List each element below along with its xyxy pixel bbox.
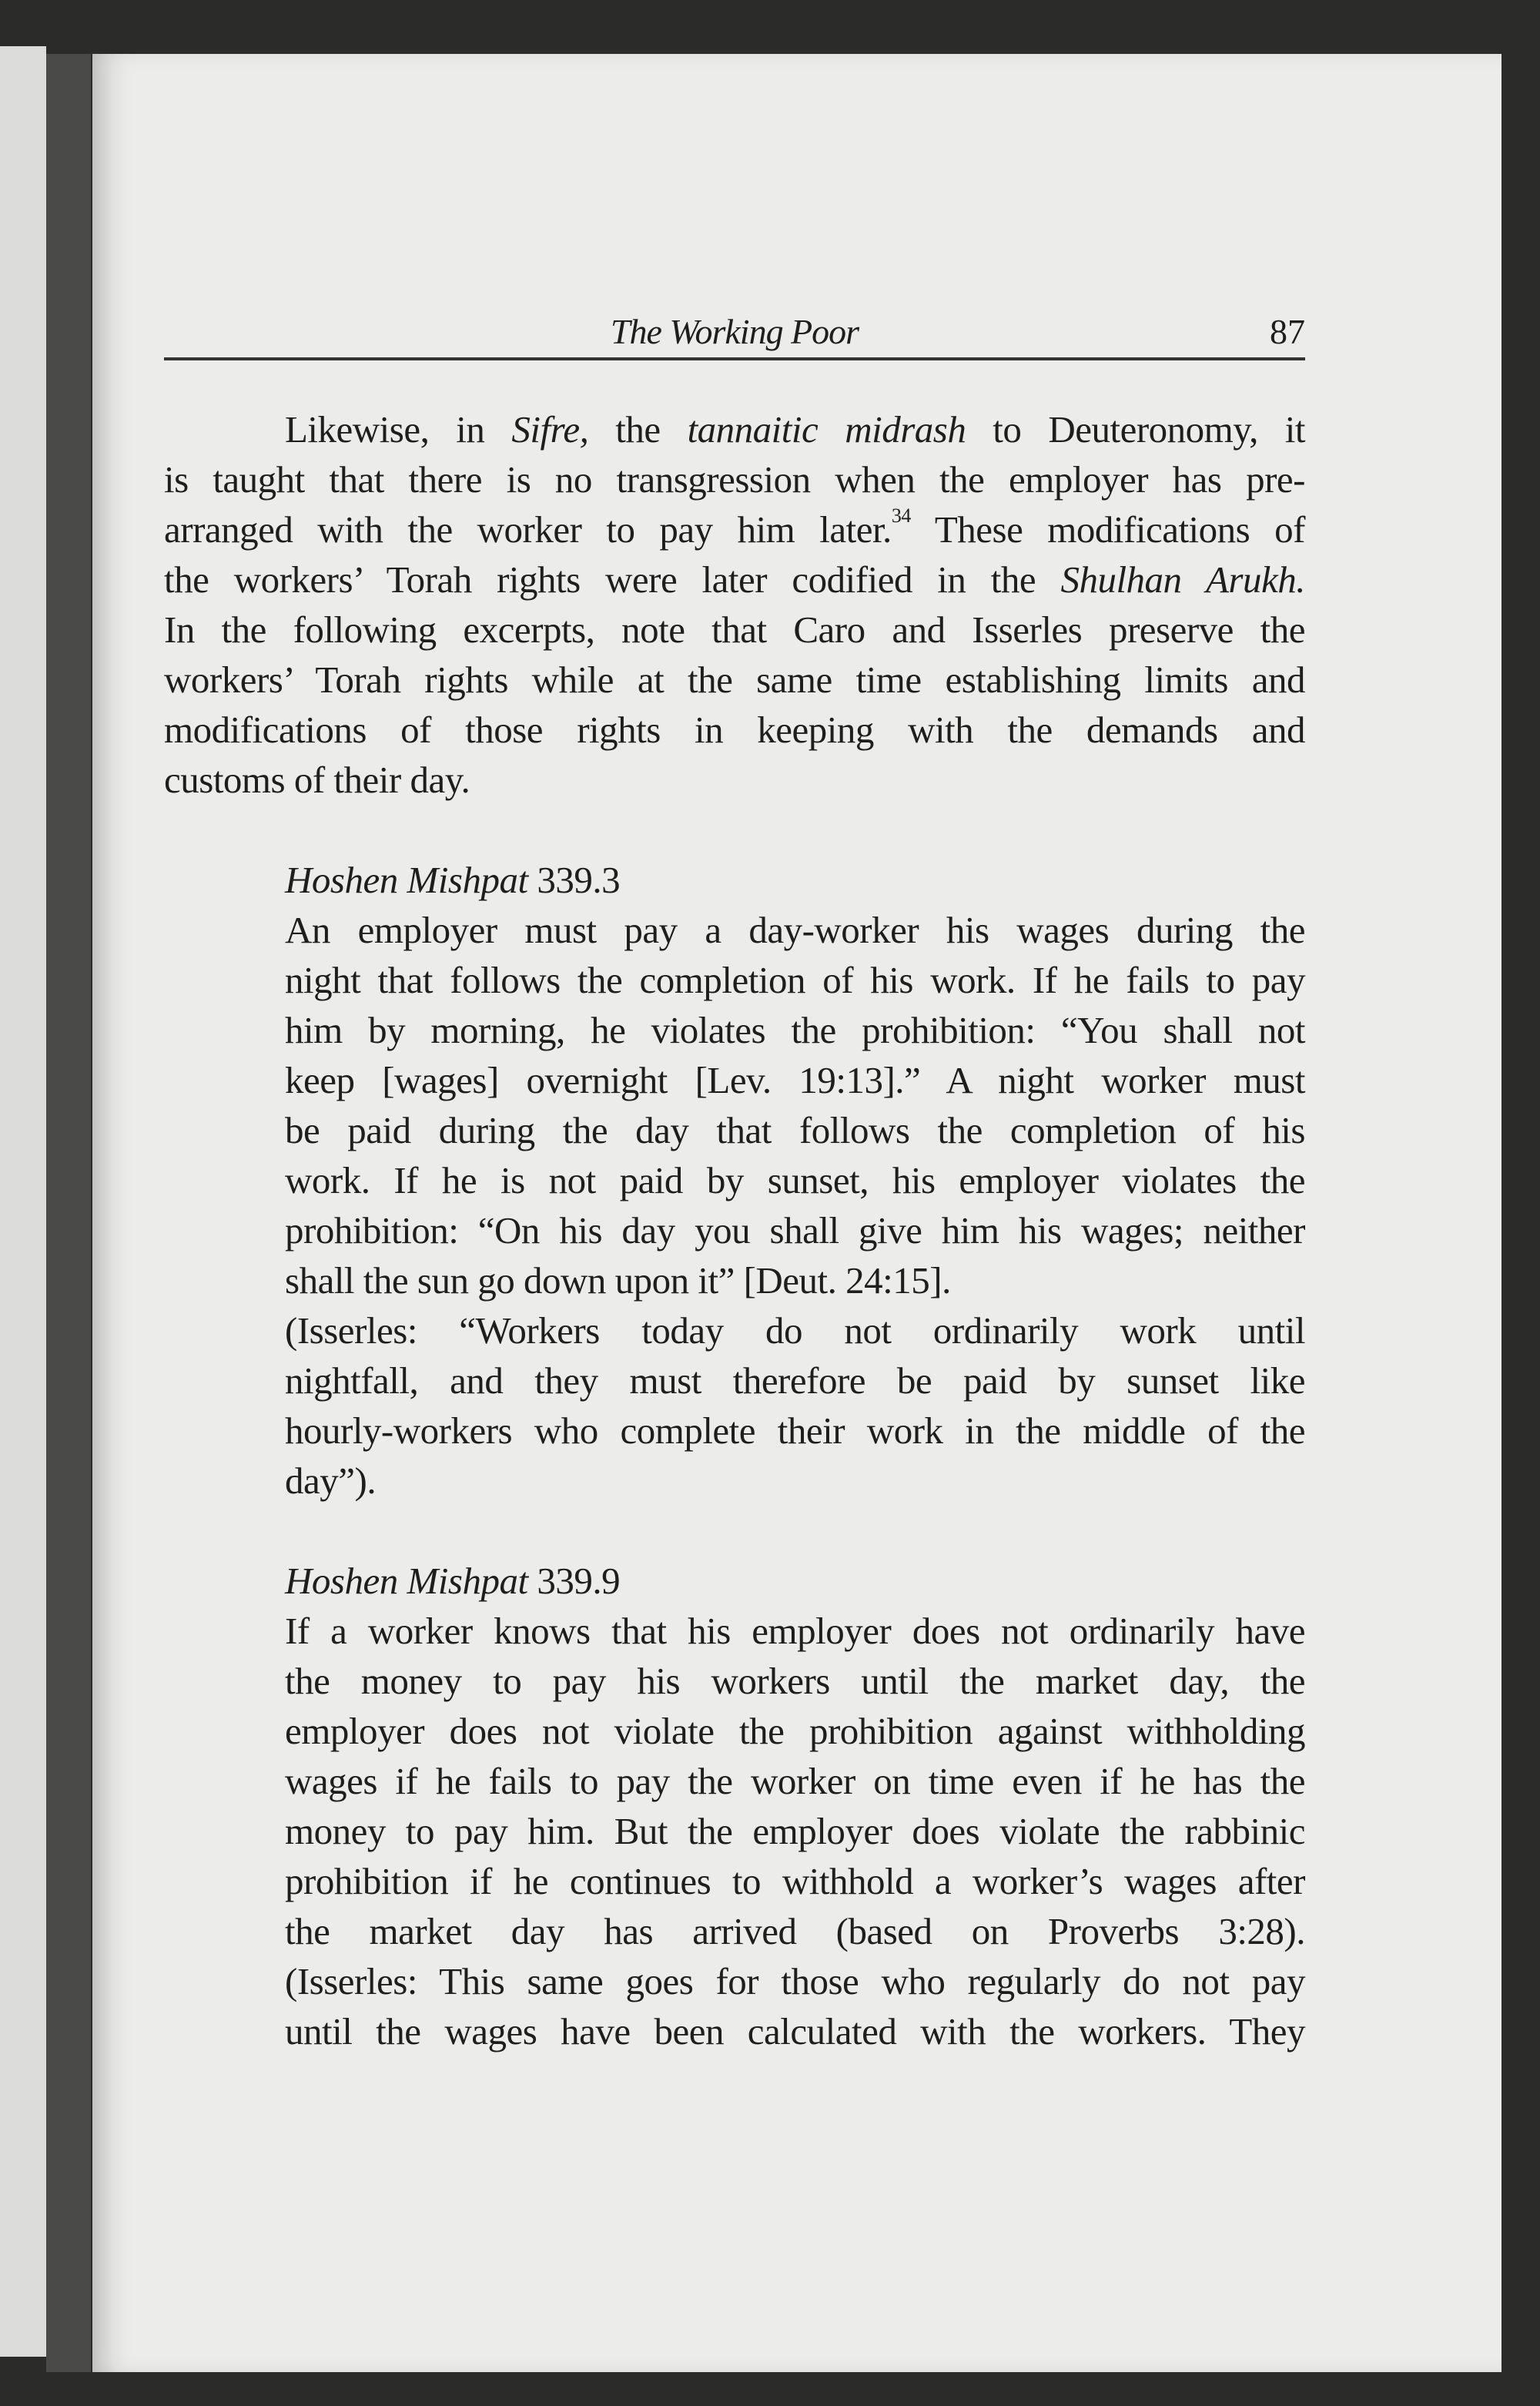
excerpt-line — [285, 1255, 1305, 1305]
excerpt-line — [285, 905, 1305, 955]
excerpt-line — [285, 955, 1305, 1005]
text-span: Hoshen Mishpat — [285, 859, 528, 901]
text-span: prohibition: “On his day you shall give him his wages; neither — [285, 1209, 1305, 1252]
text-span: to Deuteronomy, it — [966, 408, 1305, 451]
excerpt-line — [285, 1305, 1305, 1355]
previous-page-edge — [0, 46, 46, 2357]
paragraph-line — [164, 555, 1305, 605]
text-span: until the wages have been calculated with the workers. They — [285, 2010, 1305, 2052]
paragraph-line — [164, 504, 1305, 555]
text-span: the market day has arrived (based on Proverbs 3:28). — [285, 1910, 1305, 1952]
text-span: If a worker knows that his employer does not ordinarily have — [285, 1610, 1305, 1652]
text-span: shall the sun go down upon it” [Deut. 24:15]. — [285, 1259, 951, 1302]
excerpt-line — [285, 1406, 1305, 1456]
text-span: the money to pay his workers until the market day, the — [285, 1660, 1305, 1702]
paragraph-line — [164, 655, 1305, 705]
text-span: keep [wages] overnight [Lev. 19:13].” A night worker must — [285, 1059, 1305, 1101]
text-span: arranged with the worker to pay him later. — [164, 508, 892, 551]
paragraph-line — [164, 605, 1305, 655]
text-span: hourly-workers who complete their work in the middle of the — [285, 1409, 1305, 1452]
text-span: the — [588, 408, 688, 451]
excerpt-line — [285, 2006, 1305, 2056]
excerpt-line — [285, 1906, 1305, 1956]
excerpt-line — [285, 1005, 1305, 1055]
excerpt-line — [285, 1706, 1305, 1756]
text-span: (Isserles: “Workers today do not ordinarily work until — [285, 1309, 1305, 1352]
text-span: wages if he fails to pay the worker on time even if he has the — [285, 1760, 1305, 1802]
text-span: employer does not violate the prohibition against withholding — [285, 1710, 1305, 1752]
book-page — [92, 54, 1502, 2372]
text-span: be paid during the day that follows the completion of his — [285, 1109, 1305, 1151]
book-gutter — [46, 54, 91, 2372]
text-span: Likewise, in — [285, 408, 512, 451]
paragraph-line — [164, 454, 1305, 504]
footnote-ref[interactable]: 34 — [891, 504, 911, 527]
excerpt-line — [285, 1105, 1305, 1155]
text-span: customs of their day. — [164, 759, 470, 801]
text-span: (Isserles: This same goes for those who regularly do not pay — [285, 1960, 1305, 2002]
paragraph-line — [164, 404, 1305, 454]
text-span: 339.9 — [527, 1560, 621, 1602]
text-span: workers’ Torah rights while at the same time establishing limits and — [164, 658, 1305, 701]
excerpt-line — [285, 1155, 1305, 1205]
excerpt-line — [285, 1355, 1305, 1406]
text-span: 339.3 — [527, 859, 621, 901]
text-span: money to pay him. But the employer does violate the rabbinic — [285, 1810, 1305, 1852]
text-span: These modifications of — [910, 508, 1305, 551]
excerpt-line — [285, 1856, 1305, 1906]
excerpt-line — [285, 1806, 1305, 1856]
text-span: modifications of those rights in keeping with the demands and — [164, 709, 1305, 751]
text-span: work. If he is not paid by sunset, his employer violates the — [285, 1159, 1305, 1201]
paragraph-line — [164, 705, 1305, 755]
text-span: day”). — [285, 1459, 377, 1502]
text-span: An employer must pay a day-worker his wages during the — [285, 909, 1305, 951]
running-header — [164, 308, 1305, 360]
excerpt-line — [285, 1055, 1305, 1105]
text-span: is taught that there is no transgression when the employer has pre- — [164, 458, 1305, 501]
running-header-title: The Working Poor — [610, 312, 859, 351]
excerpt-line — [285, 1756, 1305, 1806]
text-span: the workers’ Torah rights were later codified in the — [164, 558, 1061, 601]
excerpt-line — [285, 1956, 1305, 2006]
text-span: night that follows the completion of his work. If he fails to pay — [285, 959, 1305, 1001]
text-span: him by morning, he violates the prohibition: “You shall not — [285, 1009, 1305, 1051]
excerpt-line — [285, 1205, 1305, 1255]
page-number: 87 — [1270, 312, 1305, 351]
excerpt-heading — [285, 1556, 1305, 1606]
text-span: prohibition if he continues to withhold a worker’s wages after — [285, 1860, 1305, 1902]
paragraph-line — [164, 755, 1305, 805]
text-span: nightfall, and they must therefore be paid by sunset like — [285, 1359, 1305, 1402]
excerpt-line — [285, 1456, 1305, 1506]
excerpt-line — [285, 1656, 1305, 1706]
text-span: Shulhan Arukh. — [1060, 558, 1305, 601]
excerpt-heading — [285, 855, 1305, 905]
text-span: tannaitic midrash — [687, 408, 966, 451]
text-span: Hoshen Mishpat — [285, 1560, 528, 1602]
text-span: Sifre, — [511, 408, 589, 451]
text-span: In the following excerpts, note that Caro and Isserles preserve the — [164, 608, 1305, 651]
excerpt-line — [285, 1606, 1305, 1656]
